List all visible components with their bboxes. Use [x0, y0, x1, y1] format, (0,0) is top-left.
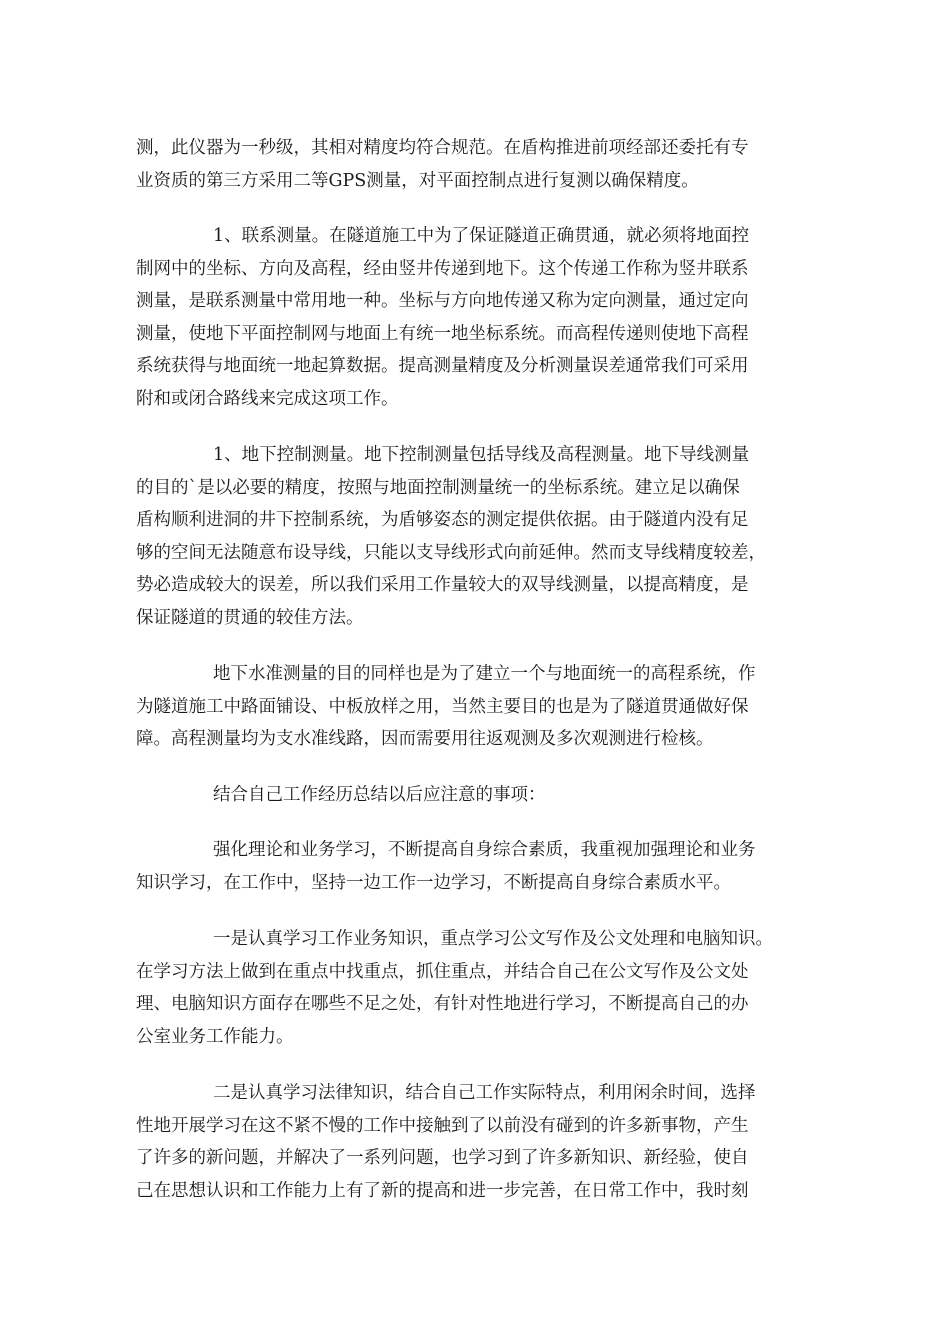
- text-line: 障。高程测量均为支水准线路，因而需要用往返观测及多次观测进行检核。: [136, 729, 714, 749]
- paragraph-6: [136, 834, 826, 899]
- text-line: 性地开展学习在这不紧不慢的工作中接触到了以前没有碰到的许多新事物，产生: [136, 1115, 749, 1136]
- text-line: 二是认真学习法律知识，结合自己工作实际特点，利用闲余时间，选择: [213, 1083, 756, 1103]
- text-line: 一是认真学习工作业务知识，重点学习公文写作及公文处理和电脑知识。: [213, 929, 773, 949]
- text-line: 盾构顺利进洞的井下控制系统，为盾够姿态的测定提供依据。由于隧道内没有足: [136, 510, 749, 530]
- paragraph-7: [136, 923, 826, 1053]
- text-line: 公室业务工作能力。: [136, 1026, 294, 1047]
- text-line: 在学习方法上做到在重点中找重点，抓住重点，并结合自己在公文写作及公文处: [136, 961, 749, 982]
- text-line: 理、电脑知识方面存在哪些不足之处，有针对性地进行学习，不断提高自己的办: [136, 994, 749, 1014]
- text-line: 为隧道施工中路面铺设、中板放样之用，当然主要目的也是为了隧道贯通做好保: [136, 696, 749, 717]
- text-line: 测量，使地下平面控制网与地面上有统一地坐标系统。而高程传递则使地下高程: [136, 323, 749, 344]
- text-line: 了许多的新问题，并解决了一系列问题，也学习到了许多新知识、新经验，使自: [136, 1148, 749, 1168]
- text-line: 够的空间无法随意布设导线，只能以支导线形式向前延伸。然而支导线精度较差，: [136, 542, 766, 563]
- text-line: 己在思想认识和工作能力上有了新的提高和进一步完善，在日常工作中，我时刻: [136, 1180, 749, 1201]
- text-line: 1、联系测量。在隧道施工中为了保证隧道正确贯通，就必须将地面控: [213, 226, 750, 246]
- text-line: 测，此仪器为一秒级，其相对精度均符合规范。在盾构推进前项经部还委托有专: [136, 138, 749, 158]
- text-line: 的目的`是以必要的精度，按照与地面控制测量统一的坐标系统。建立足以确保: [136, 477, 740, 498]
- text-line: 保证隧道的贯通的较佳方法。: [136, 607, 364, 628]
- paragraph-5: [136, 779, 826, 812]
- text-line: 1、地下控制测量。地下控制测量包括导线及高程测量。地下导线测量: [213, 445, 750, 465]
- text-line: 系统获得与地面统一地起算数据。提高测量精度及分析测量误差通常我们可采用: [136, 356, 749, 376]
- text-line: 强化理论和业务学习，不断提高自身综合素质，我重视加强理论和业务: [213, 840, 756, 860]
- paragraph-8: [136, 1077, 826, 1207]
- paragraph-3: [136, 439, 826, 634]
- text-line: 业资质的第三方采用二等GPS测量，对平面控制点进行复测以确保精度。: [136, 170, 699, 191]
- text-line: 制网中的坐标、方向及高程，经由竖井传递到地下。这个传递工作称为竖井联系: [136, 258, 749, 279]
- text-line: 测量，是联系测量中常用地一种。坐标与方向地传递又称为定向测量，通过定向: [136, 291, 749, 311]
- text-line: 势必造成较大的误差，所以我们采用工作量较大的双导线测量，以提高精度，是: [136, 575, 749, 595]
- text-line: 附和或闭合路线来完成这项工作。: [136, 388, 399, 409]
- paragraph-4: [136, 658, 826, 756]
- paragraph-1: [136, 132, 826, 197]
- text-line: 结合自己工作经历总结以后应注意的事项：: [213, 785, 546, 805]
- text-line: 知识学习，在工作中，坚持一边工作一边学习，不断提高自身综合素质水平。: [136, 872, 731, 893]
- paragraph-2: [136, 220, 826, 415]
- text-line: 地下水准测量的目的同样也是为了建立一个与地面统一的高程系统，作: [213, 664, 756, 684]
